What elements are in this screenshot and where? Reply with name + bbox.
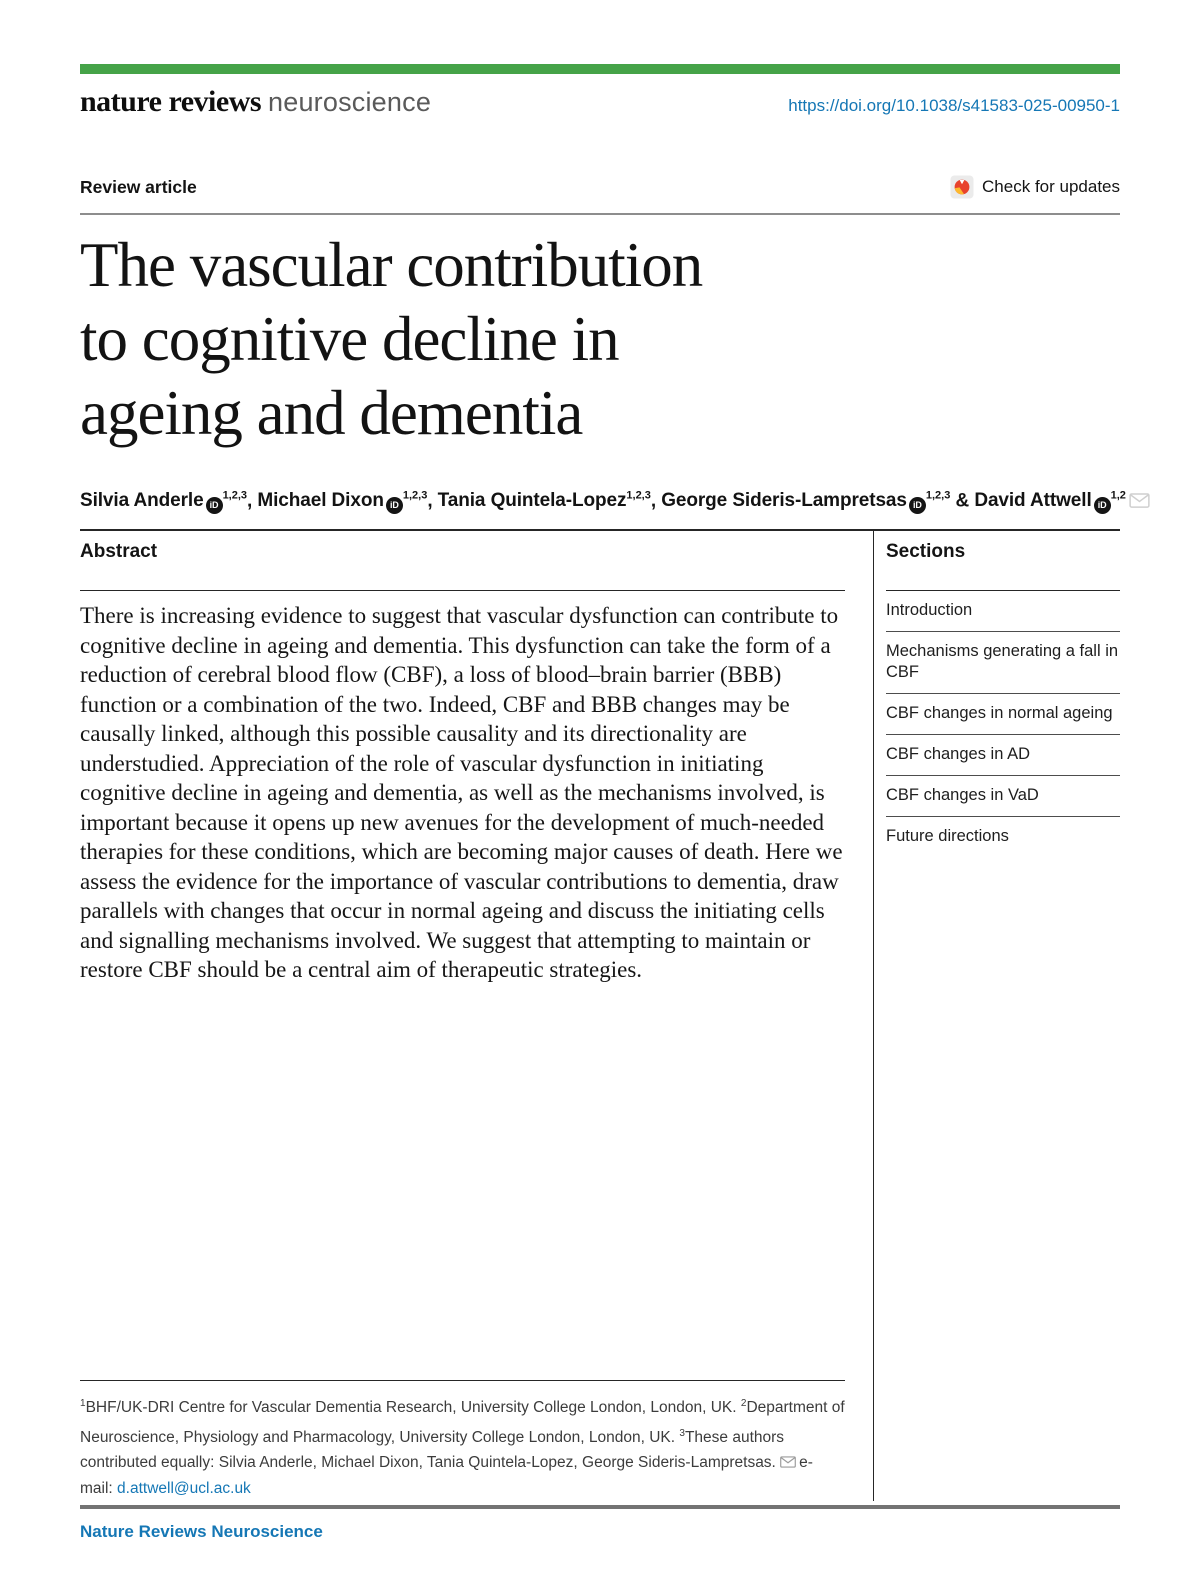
author — [438, 490, 651, 511]
footer-divider — [80, 1505, 1120, 1509]
accent-bar — [80, 64, 1120, 74]
author-name: George Sideris-Lampretsas — [661, 490, 907, 512]
author-affiliation-sup: 1,2,3 — [402, 490, 428, 502]
orcid-icon[interactable]: iD — [206, 497, 223, 514]
main-column — [80, 531, 845, 1501]
envelope-icon — [1129, 493, 1150, 508]
orcid-icon[interactable]: iD — [386, 497, 403, 514]
sections-list — [886, 591, 1120, 857]
author-list: Silvia Anderle iD$^{1,2,3}$, Michael Dixon iD$^{1,2,3}$, Tania Quintela-Lopez$^{1,2,3}$, George Sideris-Lampretsas iD$^{1,2,3}$ & David Attwell iD$^{1,2}$ — [80, 490, 1120, 514]
article-type-label: Review article — [80, 176, 197, 197]
author — [80, 490, 247, 511]
section-link-cbf-changes-in-normal-ageing[interactable]: CBF changes in normal ageing — [886, 694, 1120, 735]
affiliation-sup: 3 — [679, 1427, 685, 1439]
footer-journal-name: Nature Reviews Neuroscience — [80, 1522, 323, 1542]
affiliation-sup: 1 — [80, 1398, 86, 1410]
author-name: David Attwell — [974, 490, 1092, 512]
author-affiliation-sup: 1,2,3 — [626, 490, 651, 502]
author-affiliation-sup: 1,2,3 — [222, 490, 248, 502]
check-for-updates-button[interactable] — [950, 175, 1120, 199]
orcid-icon[interactable]: iD — [1094, 497, 1111, 514]
article-title-line: The vascular contribution — [80, 230, 703, 300]
affiliations-footnote: $^1$BHF/UK-DRI Centre for Vascular Dementia Research, University College London, London, UK. $^2$Department of Neuroscience, Physiology and Pharmacology, University College London, London, UK. $^3$These authors contributed equally: Silvia Anderle, Michael Dixon, Tania Quintela-Lopez, George Sideris-Lampretsas. e-mail: d.attwell@ucl.ac.uk — [80, 1380, 845, 1501]
author-name: Michael Dixon — [257, 490, 384, 512]
section-link-mechanisms-generating-a-fall-in-cbf[interactable]: Mechanisms generating a fall in CBF — [886, 632, 1120, 694]
article-type-row — [80, 175, 1120, 199]
sections-sidebar — [873, 531, 1120, 1501]
author — [661, 490, 950, 511]
check-for-updates-label: Check for updates — [982, 177, 1120, 196]
email-link[interactable]: d.attwell@ucl.ac.uk — [117, 1479, 251, 1497]
author — [974, 490, 1150, 511]
abstract-block — [80, 531, 845, 985]
crossmark-icon — [950, 175, 974, 199]
abstract-heading: Abstract — [80, 531, 845, 591]
content-columns — [80, 531, 1120, 1501]
author-affiliation-sup: 1,2 — [1110, 490, 1126, 502]
journal-logo-bold: nature reviews — [80, 85, 262, 118]
article-title-line: to cognitive decline in — [80, 304, 619, 374]
journal-logo-light: neuroscience — [268, 87, 432, 117]
section-link-future-directions[interactable]: Future directions — [886, 827, 1009, 846]
author-name: Silvia Anderle — [80, 490, 204, 512]
section-link-cbf-changes-in-vad[interactable]: CBF changes in VaD — [886, 776, 1120, 817]
sections-heading: Sections — [886, 531, 1120, 591]
affiliation-sup: 2 — [740, 1398, 747, 1410]
masthead — [80, 85, 1120, 119]
journal-logo — [80, 85, 431, 119]
article-title — [80, 228, 1120, 450]
divider-under-type — [80, 213, 1120, 215]
orcid-icon[interactable]: iD — [909, 497, 926, 514]
abstract-text: There is increasing evidence to suggest that vascular dysfunction can contribute to cognitive decline in ageing and dementia. This dysfunction can take the form of a reduction of cerebral blood flow (CBF), a loss of blood–brain barrier (BBB) function or a combination of the two. Indeed, CBF and BBB changes may be causally linked, although this possible causality and its directionality are understudied. Appreciation of the role of vascular dysfunction in initiating cognitive decline in ageing and dementia, as well as the mechanisms involved, is important because it opens up new avenues for the development of much-needed therapies for these conditions, which are becoming major causes of death. Here we assess the evidence for the importance of vascular contributions to dementia, draw parallels with changes that occur in normal ageing and discuss the initiating cells and signalling mechanisms involved. We suggest that attempting to maintain or restore CBF should be a central aim of therapeutic strategies. — [80, 603, 843, 983]
article-title-line: ageing and dementia — [80, 378, 583, 448]
section-link-introduction[interactable]: Introduction — [886, 591, 1120, 632]
section-link-cbf-changes-in-ad[interactable]: CBF changes in AD — [886, 735, 1120, 776]
author — [257, 490, 427, 511]
envelope-icon — [780, 1456, 796, 1468]
author-affiliation-sup: 1,2,3 — [925, 490, 951, 502]
doi-link[interactable]: https://doi.org/10.1038/s41583-025-00950-1 — [788, 96, 1120, 115]
author-name: Tania Quintela-Lopez — [437, 490, 627, 512]
